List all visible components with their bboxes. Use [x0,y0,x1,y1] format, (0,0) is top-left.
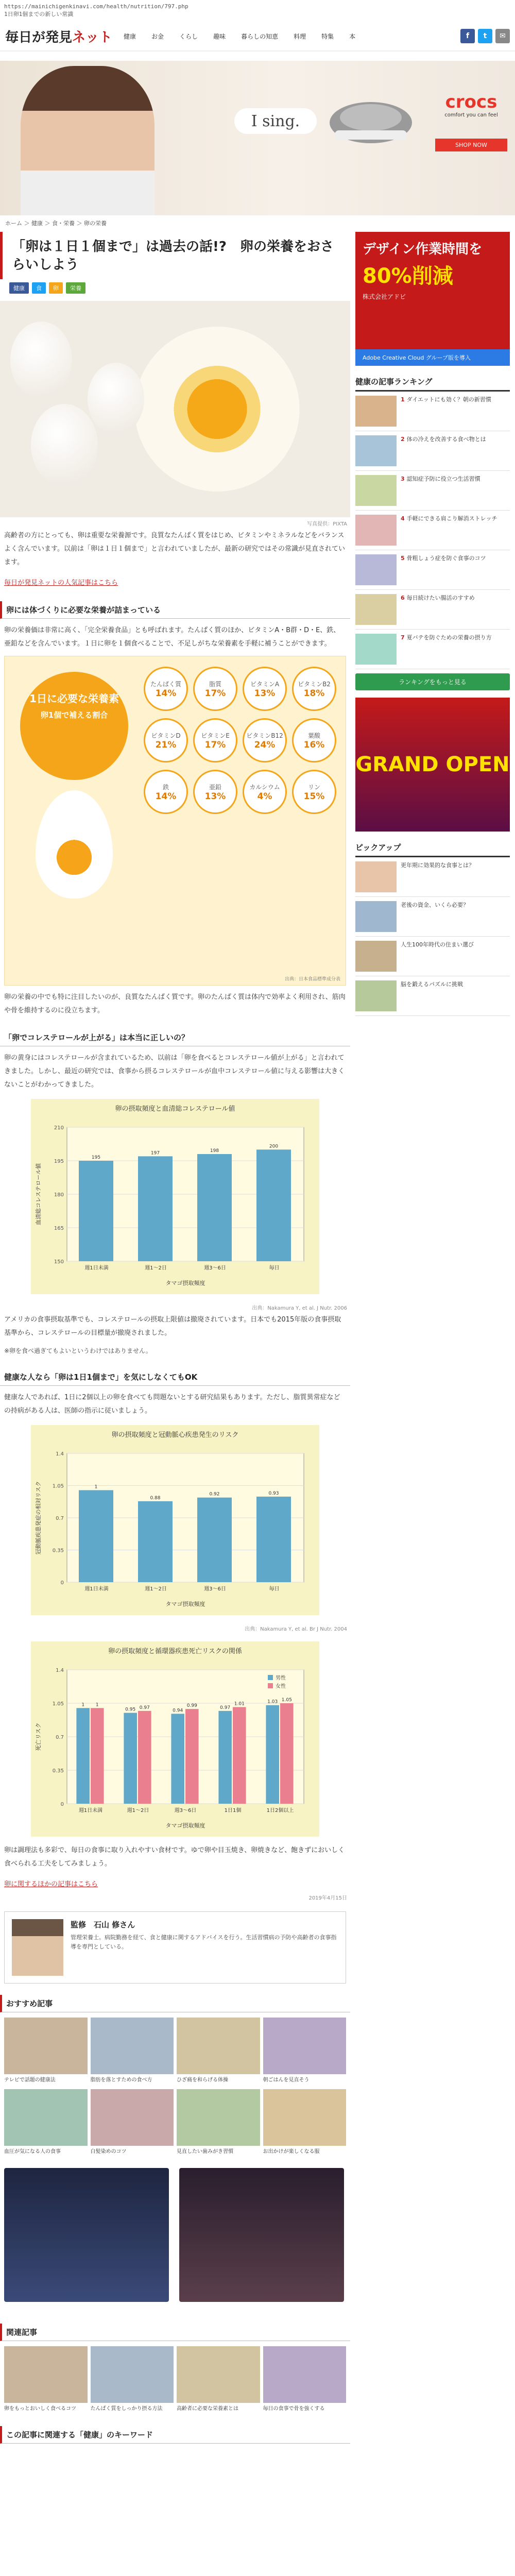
top-banner-ad[interactable] [0,61,515,215]
y-tick-label: 1.05 [52,1483,64,1489]
bar [185,1709,199,1804]
ranking-text [401,594,475,625]
ranking-text [401,435,486,466]
ranking-more-button[interactable]: ランキングをもっと見る [355,673,510,690]
y-tick-label: 165 [54,1226,64,1232]
ranking-box [355,373,510,690]
recommend-card-title: テレビで話題の健康法 [4,2077,56,2083]
chart-mortality-risk-svg [31,1659,319,1835]
x-axis-label: タマゴ摂取頻度 [165,1822,205,1829]
ranking-item[interactable] [355,511,510,550]
recommend-card[interactable] [91,2018,174,2086]
nutrient-name: ビタミンB2 [298,680,331,688]
nutrient-value: 17% [204,739,226,750]
recommend-card[interactable] [4,2089,88,2158]
ranking-title-text: 体の冷えを改善する食べ物とは [406,436,486,443]
breadcrumb[interactable]: ホーム ＞ 健康 ＞ 食・栄養 ＞ 卵の栄養 [5,220,107,227]
bar-value-label: 0.97 [220,1705,231,1710]
pickup-thumbnail [355,861,397,892]
nutrient-value: 16% [303,739,325,750]
recommend-card-thumbnail [177,2018,260,2074]
sidebar-ad-line1: デザイン作業時間を [363,242,483,257]
pickup-item[interactable] [355,857,510,897]
ad-headline: I sing. [234,108,317,134]
x-tick-label: 週1〜2日 [145,1586,167,1592]
bar-value-label: 0.93 [268,1490,279,1496]
more-egg-articles-link[interactable]: 卵に関するほかの記事はこちら [4,1880,98,1888]
nutrient-circle [292,770,336,814]
egg-image [88,363,144,435]
chart-mortality-risk [31,1641,319,1837]
ranking-thumbnail [355,515,397,546]
bar-value-label: 197 [150,1150,160,1156]
author-avatar [12,1919,63,1976]
bar [197,1498,232,1582]
related-card-thumbnail [263,2346,347,2403]
ranking-thumbnail [355,594,397,625]
bar [79,1490,113,1582]
ranking-title-text: 夏バテを防ぐための栄養の摂り方 [406,634,492,641]
pickup-thumbnail [355,980,397,1011]
ranking-number: 3 [401,476,405,482]
mail-icon[interactable]: ✉ [495,29,510,43]
bar-value-label: 0.97 [139,1705,150,1710]
related-card[interactable] [4,2346,88,2415]
ranking-text [401,396,491,427]
ad-brand-block [435,92,507,151]
related-card-thumbnail [91,2346,174,2403]
y-tick-label: 0.7 [56,1734,64,1740]
bar [256,1497,291,1582]
infographic-source: 出典：日本食品標準成分表 [284,977,340,982]
x-tick-label: 1日1個 [224,1807,242,1814]
nutrient-value: 17% [204,688,226,699]
nutrient-grid [144,667,339,814]
legend-swatch [268,1683,273,1688]
chart-heart-risk [31,1425,319,1615]
author-name: 監修 石山 修さん [71,1920,135,1929]
note-quote: ※卵を食べ過ぎてもよいというわけではありません。 [4,1347,152,1355]
recommend-card[interactable] [263,2089,347,2158]
bar [256,1150,291,1262]
sidebar-ad-line2: 80%削減 [363,264,453,288]
pickup-text: 脳を鍛えるパズルに挑戦 [401,981,463,988]
bar [233,1707,246,1804]
url-bar [0,0,515,21]
related-card[interactable] [91,2346,174,2415]
recommend-card[interactable] [177,2089,260,2158]
nutrient-name: 亜鉛 [209,783,221,791]
popular-articles-link[interactable]: 毎日が発見ネットの人気記事はこちら [4,579,118,587]
nav-item-life[interactable]: くらし [179,32,198,40]
twitter-icon[interactable]: t [478,29,492,43]
related-card-title: 卵をもっとおいしく食べるコツ [4,2405,76,2412]
ranking-number: 2 [401,436,405,443]
chart-title: 卵の摂取頻度と循環器疾患死亡リスクの関係 [108,1647,242,1655]
y-tick-label: 180 [54,1192,64,1198]
bar-value-label: 1.05 [281,1697,292,1703]
bar [197,1154,232,1261]
recommend-card-title: 血圧が気になる人の食事 [4,2148,61,2155]
x-tick-label: 週3〜6日 [174,1807,197,1814]
ranking-item[interactable] [355,431,510,471]
ad-brand-logo: crocs [445,92,497,112]
chart-title: 卵の摂取頻度と冠動脈心疾患発生のリスク [111,1431,239,1439]
related-card-thumbnail [177,2346,260,2403]
tag-nutrition[interactable]: 栄養 [66,282,85,294]
facebook-icon[interactable]: f [460,29,475,43]
bar-value-label: 198 [210,1148,219,1154]
nav-item-cooking[interactable]: 料理 [294,32,306,40]
nutrient-name: ビタミンB12 [246,732,283,739]
section-heading-healthy: 健康な人なら「卵は1日1個まで」を気にしなくてもOK [0,1368,350,1386]
nav-item-feature[interactable]: 特集 [321,32,334,40]
bar [79,1161,113,1261]
nutrient-circle [144,718,188,762]
ranking-number: 4 [401,515,405,522]
nutrient-circle [193,718,237,762]
x-tick-label: 週1日未満 [84,1265,109,1272]
tag-egg[interactable]: 卵 [49,282,63,294]
ranking-title-text: 毎日続けたい腸活のすすめ [406,595,475,601]
ranking-item[interactable] [355,392,510,431]
legend-label: 女性 [276,1683,286,1689]
x-tick-label: 週1〜2日 [145,1265,167,1272]
ad-banner[interactable] [4,2168,169,2302]
protein-paragraph: 卵の栄養の中でも特に注目したいのが、良質なたんぱく質です。卵のたんぱく質は体内で効率よく利用され、筋肉や骨を維持するのに役立ちます。 [4,993,346,1015]
nutrient-value: 21% [155,739,177,750]
bar-value-label: 0.95 [125,1707,136,1713]
article-title: 「卵は１日１個まで」は過去の話!? 卵の栄養をおさらいしよう [0,232,346,279]
bar-value-label: 200 [269,1144,279,1149]
ranking-text [401,475,480,506]
pickup-item[interactable] [355,937,510,976]
nav-item-tips[interactable]: 暮らしの知恵 [241,32,279,40]
recommend-heading: おすすめ記事 [0,1995,350,2012]
nutrient-name: 鉄 [162,783,169,791]
ranking-item[interactable] [355,630,510,669]
ranking-title: 健康の記事ランキング [355,373,510,392]
y-tick-label: 0 [60,1580,64,1586]
bar-value-label: 1 [95,1702,99,1708]
url-text: https://mainichigenkinavi.com/health/nutrition/797.php [4,3,188,10]
nutrient-name: ビタミンE [201,732,230,739]
nutrition-paragraph: 卵の栄養価は非常に高く、「完全栄養食品」とも呼ばれます。たんぱく質のほか、ビタミンA・B群・D・E、鉄、亜鉛などを含んでいます。１日に卵を１個食べることで、不足しがちな栄養素を手軽に補うことができます。 [4,626,340,648]
nutrient-circle [193,770,237,814]
tag-food[interactable]: 食 [32,282,46,294]
ranking-thumbnail [355,554,397,585]
recommend-card-thumbnail [91,2089,174,2146]
sidebar-ad-line3: 株式会社アドビ [363,293,406,300]
nav-item-hobby[interactable]: 趣味 [213,32,226,40]
nutrient-name: 脂質 [209,680,221,688]
ad-shoes-image [324,81,417,159]
nutrient-circle [292,667,336,711]
recommend-card-thumbnail [263,2018,347,2074]
sidebar-ad-cta[interactable]: Adobe Creative Cloud グループ版を導入 [355,349,510,366]
recommend-card-title: お出かけが楽しくなる服 [263,2148,320,2155]
social-links [460,29,510,43]
article-main [0,232,350,2449]
x-axis-label: タマゴ摂取頻度 [165,1600,205,1607]
nutrient-name: たんぱく質 [150,680,181,688]
nutrient-value: 18% [303,688,325,699]
egg-image [10,321,72,399]
nav-item-health[interactable]: 健康 [124,32,136,40]
egg-image [31,404,98,486]
pickup-box [355,839,510,1016]
bar [138,1157,173,1262]
main-nav [124,32,355,41]
bar [138,1501,173,1582]
chart-title: 卵の摂取頻度と血清総コレステロール値 [115,1105,235,1113]
nutrient-circle [292,718,336,762]
healthy-paragraph: 健康な人であれば、1日に2個以上の卵を食べても問題ないとする研究結果もあります。ただし、脂質異常症などの持病がある人は、医師の指示に従いましょう。 [4,1393,340,1415]
y-tick-label: 210 [54,1125,64,1131]
infographic-summary [20,672,128,780]
recommend-card-title: ひざ痛を和らげる体操 [177,2077,228,2083]
nutrition-infographic [4,656,346,986]
section-heading-nutrition: 卵には体づくりに必要な栄養が詰まっている [0,601,350,619]
bar-value-label: 0.99 [186,1703,197,1709]
chart-source: 出典：Nakamura Y, et al. Br J Nutr. 2004 [245,1626,347,1632]
nav-item-money[interactable]: お金 [151,32,164,40]
pickup-text: 老後の資金、いくら必要？ [401,902,469,908]
bar [266,1705,279,1804]
nutrient-name: 葉酸 [307,732,320,739]
infographic-subtitle: 卵1個で補える割合 [40,710,108,720]
bar-value-label: 1 [81,1702,85,1708]
ranking-thumbnail [355,396,397,427]
pickup-text: 人生100年時代の住まい選び [401,941,474,948]
bar-value-label: 1.03 [267,1699,278,1705]
sidebar-ad-adobe[interactable] [355,232,510,366]
nutrient-name: ビタミンD [151,732,181,739]
nutrient-circle [193,667,237,711]
bar [91,1708,104,1804]
y-tick-label: 0.35 [52,1768,64,1774]
ad-model-image [21,66,154,215]
chart-cholesterol [31,1099,319,1294]
ranking-title-text: ダイエットにも効く？朝の新習慣 [406,396,491,403]
section-heading-cholesterol: 「卵でコレステロールが上がる」は本当に正しいの？ [0,1029,350,1046]
x-tick-label: 週1日未満 [78,1807,103,1814]
y-tick-label: 195 [54,1159,64,1165]
mid-ads [0,2158,350,2312]
url-subtext: 1日卵1個までの新しい常識 [4,11,74,18]
sidebar [355,232,510,1023]
y-tick-label: 1.05 [52,1701,64,1707]
nutrient-circle [144,770,188,814]
photo-caption: 写真提供：PIXTA [307,521,347,528]
ranking-item[interactable] [355,471,510,511]
x-tick-label: 週1〜2日 [127,1807,149,1814]
ranking-title-text: 手軽にできる肩こり解消ストレッチ [406,515,497,522]
intro-paragraph: 高齢者の方にとっても、卵は重要な栄養源です。良質なたんぱく質をはじめ、ビタミンやミネラルなどをバランスよく含んでいます。以前は「卵は１日１個まで」と言われていましたが、最新の研究ではその常識が見直されています。 [4,532,345,567]
article-hero-photo [0,301,350,517]
nutrient-value: 24% [254,739,276,750]
y-tick-label: 0 [60,1801,64,1807]
nutrient-value: 13% [254,688,276,699]
ranking-number: 5 [401,555,405,562]
nutrient-value: 14% [155,791,177,802]
ranking-number: 1 [401,396,405,403]
x-tick-label: 週3〜6日 [204,1586,226,1592]
related-card-title: 毎日の食事で骨を強くする [263,2405,325,2412]
site-logo[interactable]: 毎日が発見ネット [5,29,113,45]
recommend-card-thumbnail [263,2089,347,2146]
related-card-title: 高齢者に必要な栄養素とは [177,2405,238,2412]
pickup-item[interactable] [355,897,510,937]
bar-value-label: 0.92 [209,1492,220,1497]
related-card-thumbnail [4,2346,88,2403]
recommend-card-thumbnail [4,2089,88,2146]
recommend-card[interactable] [91,2089,174,2158]
recommend-card[interactable] [177,2018,260,2086]
bar [76,1708,90,1804]
legend-swatch [268,1675,273,1680]
related-card[interactable] [263,2346,347,2415]
bar-value-label: 1.01 [234,1701,245,1707]
ranking-number: 7 [401,634,405,641]
bar [124,1713,137,1804]
y-tick-label: 0.7 [56,1515,64,1521]
related-heading: 関連記事 [0,2324,350,2341]
pickup-item[interactable] [355,976,510,1016]
nav-item-books[interactable]: 本 [349,32,356,40]
recommend-card[interactable] [263,2018,347,2086]
recommend-card-title: 白髪染めのコツ [90,2148,127,2155]
nutrient-name: カルシウム [249,783,280,791]
chart-heart-risk-svg [31,1443,319,1613]
tag-health[interactable]: 健康 [9,282,29,294]
chart-cholesterol-svg [31,1117,319,1292]
ranking-text [401,515,497,546]
pickup-text: 更年期に効果的な食事とは？ [401,862,474,869]
bar [218,1711,232,1804]
sidebar-ad-grand-open[interactable]: GRAND OPEN [355,698,510,832]
author-bio: 管理栄養士。病院勤務を経て、食と健康に関するアドバイスを行う。生活習慣病の予防や高齢者の食事指導を専門としている。 [71,1934,337,1950]
y-tick-label: 0.35 [52,1548,64,1554]
y-tick-label: 150 [54,1259,64,1265]
ranking-title-text: 骨粗しょう症を防ぐ食事のコツ [406,555,486,562]
recommend-grid [0,2018,350,2158]
bar [171,1714,184,1804]
cholesterol-paragraph: 卵の黄身にはコレステロールが含まれているため、以前は「卵を食べるとコレステロール値が上がる」と言われてきました。しかし、最近の研究では、食事から摂るコレステロールが血中コレステロール値に与える影響は大きくないことがわかってきました。 [4,1054,345,1089]
nutrient-value: 4% [257,791,272,802]
ranking-title-text: 認知症予防に役立つ生活習慣 [406,476,480,482]
ranking-number: 6 [401,595,405,601]
recommend-card-title: 朝ごはんを見直そう [263,2077,310,2083]
intake-paragraph: アメリカの食事摂取基準でも、コレステロールの摂取上限値は撤廃されています。日本でも2015年版の食事摂取基準から、コレステロールの目標量が撤廃されました。 [4,1316,341,1337]
recommend-card-thumbnail [4,2018,88,2074]
y-axis-label: 血清総コレステロール値 [35,1163,42,1226]
pickup-list [355,857,510,1016]
related-grid [0,2346,350,2415]
cooking-paragraph: 卵は調理法も多彩で、毎日の食事に取り入れやすい食材です。ゆで卵や目玉焼き、卵焼きなど、飽きずにおいしく食べられる工夫をしてみましょう。 [4,1846,345,1868]
pickup-thumbnail [355,941,397,972]
y-axis-label: 冠動脈疾患発症の相対リスク [35,1481,42,1555]
recommend-card[interactable] [4,2018,88,2086]
site-header [0,22,515,52]
nutrient-circle [243,667,287,711]
bar [138,1711,151,1804]
article-date: 2019年4月15日 [308,1895,347,1901]
x-axis-label: タマゴ摂取頻度 [165,1280,205,1287]
chart-source: 出典：Nakamura Y, et al. J Nutr. 2006 [252,1306,347,1312]
x-tick-label: 毎日 [269,1586,280,1592]
nutrient-name: リン [307,783,320,791]
ad-shop-now-button[interactable]: SHOP NOW [435,139,507,151]
pickup-title: ピックアップ [355,839,510,857]
egg-illustration [36,790,113,899]
recommend-card-title: 見直したい歯みがき習慣 [177,2148,233,2155]
y-tick-label: 1.4 [56,1451,64,1457]
ranking-list [355,392,510,669]
recommend-card-thumbnail [177,2089,260,2146]
bar-value-label: 0.94 [173,1708,183,1714]
x-tick-label: 毎日 [269,1265,280,1272]
author-box [4,1911,346,1984]
article-tags [0,279,350,294]
ranking-thumbnail [355,475,397,506]
ad-tagline: comfort you can feel [444,112,498,118]
ranking-text [401,554,486,585]
recommend-card-thumbnail [91,2018,174,2074]
related-card[interactable] [177,2346,260,2415]
bar-value-label: 1 [94,1484,98,1490]
bar [280,1703,294,1804]
x-tick-label: 週3〜6日 [204,1265,226,1272]
legend-label: 男性 [276,1675,286,1681]
nutrient-name: ビタミンA [250,680,280,688]
ranking-item[interactable] [355,590,510,630]
bar-value-label: 0.88 [150,1495,161,1501]
y-axis-label: 死亡リスク [35,1722,42,1751]
nutrient-circle [243,770,287,814]
nutrient-value: 15% [303,791,325,802]
ranking-thumbnail [355,435,397,466]
nutrient-circle [243,718,287,762]
x-tick-label: 1日2個以上 [266,1807,294,1814]
pickup-thumbnail [355,901,397,932]
keyword-heading: この記事に関連する「健康」のキーワード [0,2426,350,2444]
ranking-thumbnail [355,634,397,665]
bar-value-label: 195 [91,1155,101,1161]
ranking-item[interactable] [355,550,510,590]
nutrient-value: 14% [155,688,177,699]
infographic-title: 1日に必要な栄養素 [29,692,119,705]
ad-banner[interactable] [179,2168,344,2302]
ranking-text [401,634,492,665]
y-tick-label: 1.4 [56,1667,64,1673]
nutrient-circle [144,667,188,711]
nutrient-value: 13% [204,791,226,802]
recommend-card-title: 脂肪を落とすための食べ方 [90,2077,152,2083]
related-card-title: たんぱく質をしっかり摂る方法 [90,2405,163,2412]
x-tick-label: 週1日未満 [84,1586,109,1592]
